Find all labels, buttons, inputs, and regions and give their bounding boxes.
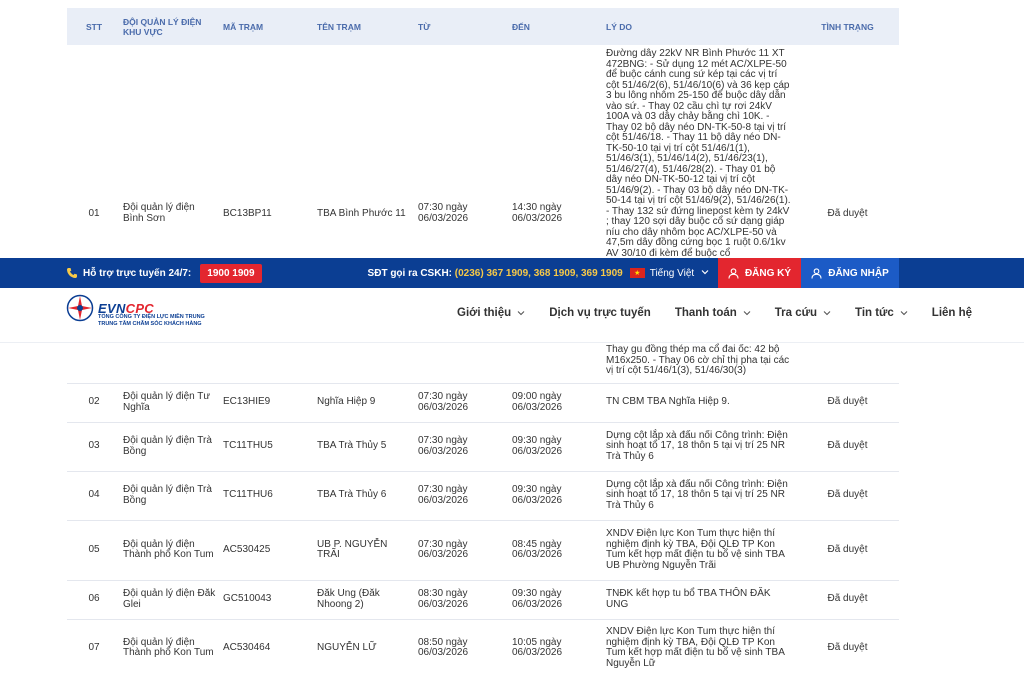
cell-to: 09:30 ngày 06/03/2026 <box>508 580 602 619</box>
cell-status: Đã duyệt <box>794 580 899 619</box>
table-row <box>67 520 899 580</box>
cell-station-code: TC11THU5 <box>219 422 313 471</box>
phone-icon <box>66 267 78 279</box>
chevron-down-icon <box>743 309 751 317</box>
menu-item-label: Dịch vụ trực tuyến <box>549 307 651 319</box>
vietnam-flag-icon: ★ <box>630 268 645 278</box>
cell-station-name: UB P. NGUYỄN TRÃI <box>313 520 414 580</box>
col-header-unit: ĐỘI QUẢN LÝ ĐIỆN KHU VỰC <box>123 16 202 37</box>
cell-reason-text-tail: Thay gu đồng thép ma cổ đai ốc: 42 bộ M16x250. - Thay 06 cờ chỉ thị pha tại các vị trí cột 51/46/1(3), 51/46/30(3) <box>606 344 790 376</box>
cell-status: Đã duyệt <box>794 45 899 383</box>
cell-from: 07:30 ngày 06/03/2026 <box>414 422 508 471</box>
menu-item-label: Giới thiệu <box>457 307 512 319</box>
cell-from: 07:30 ngày 06/03/2026 <box>414 45 508 383</box>
language-label: Tiếng Việt <box>649 267 695 279</box>
cell-stt: 02 <box>67 383 119 422</box>
cell-station-name: TBA Bình Phước 11 <box>313 45 414 383</box>
cell-reason: XNDV Điện lực Kon Tum thực hiện thí nghiệm định kỳ TBA, Đội QLĐ TP Kon Tum kết hợp mất điện tu bổ vệ sinh TBA UB Phường Nguyễn Trãi <box>602 520 794 580</box>
cell-reason: TNĐK kết hợp tu bổ TBA THÔN ĐĂK UNG <box>602 580 794 619</box>
menu-item-tin-tuc[interactable] <box>855 307 908 319</box>
cell-unit: Đội quản lý điện Bình Sơn <box>119 45 219 383</box>
login-label: ĐĂNG NHẬP <box>828 267 889 279</box>
chevron-down-icon <box>900 309 908 317</box>
cell-unit: Đội quản lý điện Trà Bồng <box>119 471 219 520</box>
cell-from: 07:30 ngày 06/03/2026 <box>414 383 508 422</box>
cskh-numbers[interactable]: (0236) 367 1909, 368 1909, 369 1909 <box>454 267 623 279</box>
hotline-label: Hỗ trợ trực tuyến 24/7: <box>83 267 192 279</box>
cell-to: 09:30 ngày 06/03/2026 <box>508 422 602 471</box>
user-icon <box>728 268 739 279</box>
col-header-reason: LÝ DO <box>606 21 632 32</box>
col-header-status: TÌNH TRẠNG <box>821 21 874 32</box>
cskh-label: SĐT gọi ra CSKH: <box>367 267 452 279</box>
cell-reason-text: Đường dây 22kV NR Bình Phước 11 XT 472BNG: - Sử dụng 12 mét AC/XLPE-50 để buộc cánh cung sứ kép tại các vị trí cột 51/46/2(6), 51/46/10(6) và 36 kẹp cáp 3 bu lông nhôm 25-150 để buộc dây dẫn vào sứ. - Thay 02 cầu chì tự rơi 24kV 100A và 03 dây chảy bằng chì 10K. - Thay 02 bộ dây néo DN-TK-50-8 tại vị trí cột 51/46/18. - Thay 11 bộ dây néo DN-TK-50-10 tại vị trí cột 51/46/1(1), 51/46/3(1), 51/46/14(2), 51/46/23(1), 51/46/27(4), 51/46/28(2). - Thay 01 bộ dây néo DN-TK-50-12 tại vị trí cột 51/46/9(2). - Thay 03 bộ dây néo DN-TK-50-14 tại vị trí cột 51/46/9(2), 51/46/26(1). - Thay 132 sứ đứng linepost kèm ty 24kV ; thay 120 sợi dây buộc cổ sứ dạng giáp níu cho dây nhôm bọc AC/XLPE-50 và 47,5m dây đồng cứng bọc 1 ruột 0.6/1kv AV 30/10 đi kèm để buộc cổ <box>606 48 791 259</box>
col-header-station-name: TÊN TRẠM <box>317 21 361 32</box>
menu-item-tra-cuu[interactable] <box>775 307 831 319</box>
menu-item-label: Liên hệ <box>931 307 973 319</box>
table-row <box>67 619 899 676</box>
chevron-down-icon <box>701 268 709 278</box>
cell-status: Đã duyệt <box>794 619 899 676</box>
user-icon <box>811 268 822 279</box>
cell-unit: Đội quản lý điện Đăk Glei <box>119 580 219 619</box>
main-menu <box>457 307 972 319</box>
language-selector[interactable] <box>630 268 709 279</box>
cell-stt: 04 <box>67 471 119 520</box>
table-row <box>67 471 899 520</box>
col-header-station-code: MÃ TRẠM <box>223 21 264 32</box>
cell-station-name: NGUYỄN LỮ <box>313 619 414 676</box>
cell-unit: Đội quản lý điện Trà Bồng <box>119 422 219 471</box>
cell-from: 07:30 ngày 06/03/2026 <box>414 520 508 580</box>
cell-to: 09:30 ngày 06/03/2026 <box>508 471 602 520</box>
cell-from: 08:50 ngày 06/03/2026 <box>414 619 508 676</box>
cell-station-name: Nghĩa Hiệp 9 <box>313 383 414 422</box>
chevron-down-icon <box>823 309 831 317</box>
cell-station-name: TBA Trà Thủy 5 <box>313 422 414 471</box>
cskh-phone-group <box>368 268 623 279</box>
menu-item-label: Thanh toán <box>674 307 737 319</box>
logo-wordmark-main: EVN <box>98 300 126 316</box>
register-label: ĐĂNG KÝ <box>744 267 792 279</box>
cell-reason: XNDV Điện lực Kon Tum thực hiện thí nghiệm định kỳ TBA, Đội QLĐ TP Kon Tum kết hợp mất điện tu bổ vệ sinh TBA Nguyễn Lữ <box>602 619 794 676</box>
cell-reason: Dựng cột lắp xà đấu nối Công trình: Điện sinh hoạt tổ 17, 18 thôn 5 tại vị trí 25 NR Trà Thủy 6 <box>602 422 794 471</box>
register-button[interactable] <box>718 258 801 288</box>
cell-status: Đã duyệt <box>794 520 899 580</box>
evncpc-logo[interactable] <box>66 294 205 328</box>
cell-status: Đã duyệt <box>794 383 899 422</box>
cell-from: 07:30 ngày 06/03/2026 <box>414 471 508 520</box>
menu-item-lien-he[interactable] <box>932 307 972 319</box>
cell-unit: Đội quản lý điện Thành phố Kon Tum <box>119 619 219 676</box>
cell-stt: 03 <box>67 422 119 471</box>
cell-station-code: AC530425 <box>219 520 313 580</box>
logo-wordmark-accent: CPC <box>125 300 154 316</box>
menu-item-label: Tin tức <box>855 307 894 319</box>
logo-subtitle <box>98 314 205 328</box>
cell-station-code: AC530464 <box>219 619 313 676</box>
cell-unit: Đội quản lý điện Thành phố Kon Tum <box>119 520 219 580</box>
col-header-from: TỪ <box>418 21 431 32</box>
top-info-bar <box>0 258 1024 288</box>
col-header-to: ĐẾN <box>512 21 530 32</box>
menu-item-thanh-toan[interactable] <box>675 307 751 319</box>
col-header-stt: STT <box>85 21 103 32</box>
main-navbar <box>0 288 1024 343</box>
cell-station-name: Đăk Ung (Đăk Nhoong 2) <box>313 580 414 619</box>
cell-station-code: BC13BP11 <box>219 45 313 383</box>
cell-station-code: TC11THU6 <box>219 471 313 520</box>
cell-to: 08:45 ngày 06/03/2026 <box>508 520 602 580</box>
cell-stt: 06 <box>67 580 119 619</box>
cell-to: 09:00 ngày 06/03/2026 <box>508 383 602 422</box>
cell-stt: 01 <box>67 45 119 383</box>
cell-stt: 05 <box>67 520 119 580</box>
cell-to: 10:05 ngày 06/03/2026 <box>508 619 602 676</box>
logo-subtitle-line2: TRUNG TÂM CHĂM SÓC KHÁCH HÀNG <box>98 321 202 327</box>
cell-from: 08:30 ngày 06/03/2026 <box>414 580 508 619</box>
table-header-row <box>67 8 899 45</box>
menu-item-gioi-thieu[interactable] <box>457 307 525 319</box>
cell-reason: Dựng cột lắp xà đấu nối Công trình: Điện sinh hoạt tổ 17, 18 thôn 5 tại vị trí 25 NR Trà Thủy 6 <box>602 471 794 520</box>
cell-stt: 07 <box>67 619 119 676</box>
cell-status: Đã duyệt <box>794 422 899 471</box>
cell-station-code: EC13HIE9 <box>219 383 313 422</box>
hotline-group <box>66 264 262 283</box>
table-row <box>67 383 899 422</box>
menu-item-dich-vu-truc-tuyen[interactable] <box>549 307 651 319</box>
cell-station-code: GC510043 <box>219 580 313 619</box>
cell-station-name: TBA Trà Thủy 6 <box>313 471 414 520</box>
logo-subtitle-line1: TỔNG CÔNG TY ĐIỆN LỰC MIỀN TRUNG <box>98 314 205 320</box>
cell-to: 14:30 ngày 06/03/2026 <box>508 45 602 383</box>
hotline-number-button[interactable]: 1900 1909 <box>200 264 261 283</box>
menu-item-label: Tra cứu <box>774 307 817 319</box>
cell-reason: TN CBM TBA Nghĩa Hiệp 9. <box>602 383 794 422</box>
chevron-down-icon <box>517 309 525 317</box>
table-row <box>67 580 899 619</box>
cell-unit: Đội quản lý điện Tư Nghĩa <box>119 383 219 422</box>
evn-logo-mark-icon <box>66 294 94 322</box>
table-row <box>67 422 899 471</box>
cell-status: Đã duyệt <box>794 471 899 520</box>
login-button[interactable] <box>801 258 899 288</box>
